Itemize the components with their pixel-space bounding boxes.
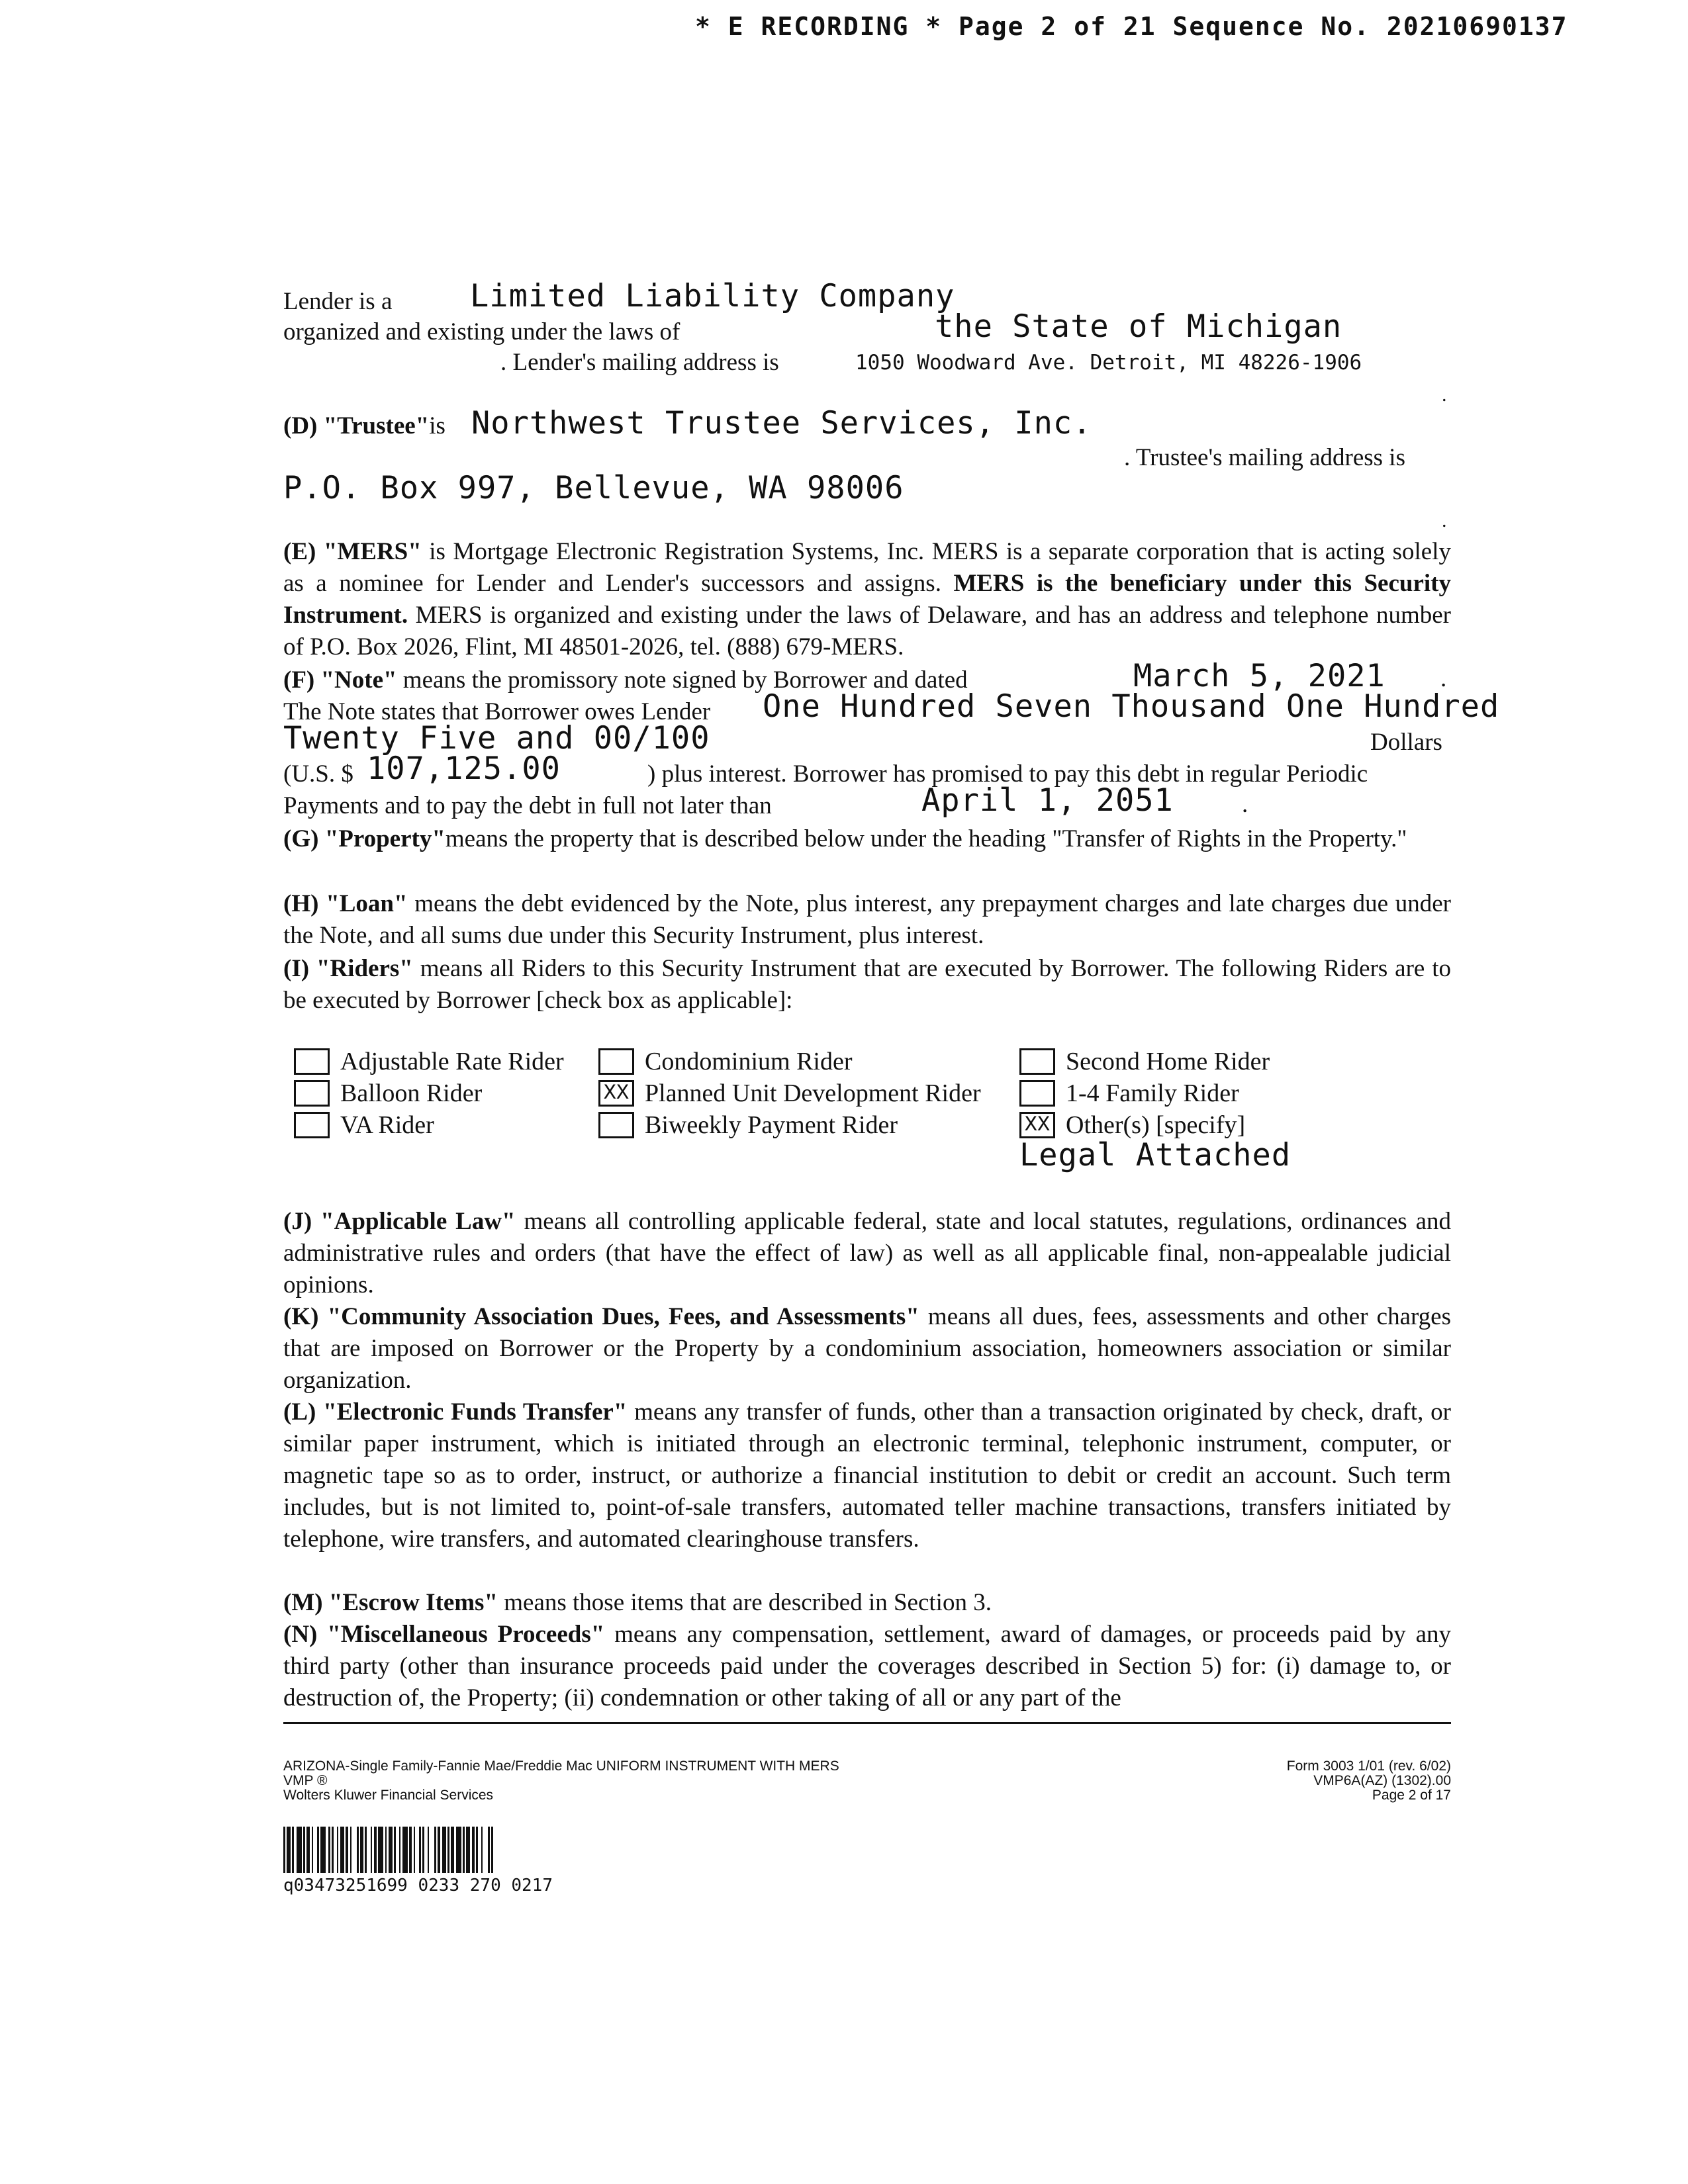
rider-label-biweekly: Biweekly Payment Rider — [645, 1111, 898, 1139]
trustee-name: Northwest Trustee Services, Inc. — [471, 405, 1092, 441]
checkbox-family-rider[interactable] — [1019, 1080, 1055, 1107]
barcode-bar — [419, 1827, 421, 1873]
applicable-law-term: "Applicable Law" — [320, 1208, 516, 1235]
loan-definition — [283, 888, 1451, 952]
barcode — [283, 1827, 747, 1873]
barcode-bar — [328, 1827, 330, 1873]
rider-other-specify: Legal Attached — [1019, 1137, 1291, 1173]
footer-page-number: Page 2 of 17 — [1372, 1788, 1451, 1803]
barcode-bar — [389, 1827, 393, 1873]
loan-id: (H) — [283, 890, 319, 917]
note-id: (F) — [283, 666, 315, 694]
barcode-bar — [434, 1827, 436, 1873]
barcode-bar — [357, 1827, 359, 1873]
barcode-bar — [438, 1827, 440, 1873]
checkbox-balloon-rider[interactable] — [294, 1080, 330, 1107]
barcode-bar — [481, 1827, 483, 1873]
trustee-mailing-label: . Trustee's mailing address is — [1124, 444, 1405, 471]
mers-definition — [283, 536, 1451, 663]
escrow-id: (M) — [283, 1589, 323, 1616]
dot-mark: . — [1442, 384, 1447, 406]
rider-label-va: VA Rider — [340, 1111, 434, 1139]
eft-id: (L) — [283, 1398, 316, 1426]
barcode-bar — [292, 1827, 294, 1873]
barcode-bar — [365, 1827, 367, 1873]
lender-mailing-address: 1050 Woodward Ave. Detroit, MI 48226-1906 — [855, 351, 1362, 375]
footer-vmp-code: VMP6A(AZ) (1302).00 — [1313, 1773, 1451, 1788]
note-text4: Payments and to pay the debt in full not later than — [283, 792, 772, 819]
rider-label-other: Other(s) [specify] — [1066, 1111, 1246, 1139]
lender-type: Limited Liability Company — [470, 278, 955, 314]
footer-publisher: Wolters Kluwer Financial Services — [283, 1788, 494, 1803]
barcode-bar — [394, 1827, 396, 1873]
barcode-text: q03473251699 0233 270 0217 — [283, 1876, 553, 1895]
misc-term: "Miscellaneous Proceeds" — [327, 1621, 605, 1648]
riders-definition — [283, 953, 1451, 1017]
mers-text2: MERS is organized and existing under the laws of Delaware, and has an address and telephone number of P.O. Box 2026, Flint, MI 48501-2026, tel. (888) 679-MERS. — [283, 602, 1451, 660]
barcode-bar — [456, 1827, 461, 1873]
note-us-prefix: (U.S. $ — [283, 760, 353, 788]
misc-text: means any compensation, settlement, award of damages, or proceeds paid by any third party (other than insurance proceeds paid under the coverages described in Section 5) for: (i) damage to, or destruction of, the Property; (ii) condemnation or other taking of all or any part of the — [283, 1621, 1451, 1711]
barcode-bar — [476, 1827, 478, 1873]
barcode-bar — [337, 1827, 338, 1873]
lender-mailing-label: . Lender's mailing address is — [500, 349, 779, 376]
note-dollars: Dollars — [1370, 729, 1442, 756]
misc-id: (N) — [283, 1621, 318, 1648]
checkbox-condominium-rider[interactable] — [598, 1048, 634, 1075]
mers-id: (E) — [283, 538, 316, 565]
escrow-definition — [283, 1587, 1451, 1619]
barcode-bar — [371, 1827, 372, 1873]
barcode-bar — [320, 1827, 326, 1873]
rider-label-second-home: Second Home Rider — [1066, 1048, 1270, 1075]
applicable-law-id: (J) — [283, 1208, 312, 1235]
barcode-bar — [385, 1827, 387, 1873]
community-definition — [283, 1301, 1451, 1396]
barcode-bar — [346, 1827, 348, 1873]
escrow-term: "Escrow Items" — [328, 1589, 498, 1616]
checkbox-adjustable-rate-rider[interactable] — [294, 1048, 330, 1075]
community-text: means all dues, fees, assessments and other charges that are imposed on Borrower or the Property by a condominium association, homeowners association or similar organization. — [283, 1303, 1451, 1394]
eft-definition — [283, 1396, 1451, 1555]
mers-bold: MERS is the beneficiary under this Security Instrument. — [283, 570, 1451, 629]
escrow-text: means those items that are described in Section 3. — [498, 1589, 992, 1616]
barcode-bar — [306, 1827, 310, 1873]
note-amount-words-2: Twenty Five and 00/100 — [283, 720, 710, 756]
riders-id: (I) — [283, 955, 310, 982]
barcode-bar — [312, 1827, 313, 1873]
barcode-bar — [466, 1827, 470, 1873]
footer-form-title: ARIZONA-Single Family-Fannie Mae/Freddie Mac UNIFORM INSTRUMENT WITH MERS — [283, 1758, 839, 1774]
barcode-bar — [374, 1827, 377, 1873]
barcode-bar — [350, 1827, 352, 1873]
note-maturity: April 1, 2051 — [921, 782, 1174, 819]
mers-text1: is Mortgage Electronic Registration Systems, Inc. MERS is a separate corporation that is acting solely as a nominee for Lender and Lender's successors and assigns. — [283, 538, 1452, 597]
note-line-2: The Note states that Borrower owes Lender — [283, 698, 711, 725]
loan-text: means the debt evidenced by the Note, plus interest, any prepayment charges and late charges due under the Note, and all sums due under this Security Instrument, plus interest. — [283, 890, 1451, 949]
note-amount-words-1: One Hundred Seven Thousand One Hundred — [763, 688, 1500, 725]
lender-prefix: Lender is a — [283, 288, 393, 315]
eft-text: means any transfer of funds, other than a transaction originated by check, draft, or similar paper instrument, which is initiated through an electronic terminal, telephonic instrument, computer, or magnetic tape so as to order, instruct, or authorize a financial institution to debit or credit an account. Such term includes, but is not limited to, point-of-sale transfers, automated teller machine transactions, transfers initiated by telephone, wire transfers, and automated clearinghouse transfers. — [283, 1398, 1452, 1553]
property-definition — [283, 823, 1451, 855]
community-term: "Community Association Dues, Fees, and Assessments" — [327, 1303, 919, 1330]
note-term: "Note" — [320, 666, 397, 694]
barcode-bar — [488, 1827, 490, 1873]
lender-state: the State of Michigan — [935, 308, 1342, 345]
barcode-bar — [360, 1827, 363, 1873]
community-id: (K) — [283, 1303, 319, 1330]
barcode-bar — [422, 1827, 424, 1873]
barcode-bar — [378, 1827, 383, 1873]
barcode-bar — [317, 1827, 319, 1873]
note-date: March 5, 2021 — [1133, 658, 1385, 694]
recording-header: * E RECORDING * Page 2 of 21 Sequence No. 20210690137 — [695, 12, 1568, 41]
rider-label-adjustable-rate: Adjustable Rate Rider — [340, 1048, 564, 1075]
checkbox-other-rider[interactable]: XX — [1019, 1112, 1055, 1138]
rider-label-balloon: Balloon Rider — [340, 1079, 483, 1107]
riders-text: means all Riders to this Security Instrument that are executed by Borrower. The following Riders are to be executed by Borrower [check box as applicable]: — [283, 955, 1451, 1014]
trustee-address: P.O. Box 997, Bellevue, WA 98006 — [283, 470, 904, 506]
barcode-bar — [287, 1827, 291, 1873]
barcode-bar — [399, 1827, 400, 1873]
barcode-bar — [303, 1827, 305, 1873]
checkbox-va-rider[interactable] — [294, 1112, 330, 1138]
rider-label-family: 1-4 Family Rider — [1066, 1079, 1239, 1107]
barcode-bar — [340, 1827, 344, 1873]
barcode-bar — [283, 1827, 285, 1873]
property-text: means the property that is described below under the heading "Transfer of Rights in the Property." — [445, 825, 1407, 852]
applicable-law-definition — [283, 1206, 1451, 1301]
lender-organized-label: organized and existing under the laws of — [283, 318, 680, 345]
trustee-is: is — [429, 412, 445, 439]
loan-term: "Loan" — [326, 890, 408, 917]
barcode-bar — [447, 1827, 449, 1873]
dot-mark: . — [1242, 791, 1248, 818]
property-term: "Property" — [324, 825, 445, 852]
barcode-bar — [414, 1827, 415, 1873]
note-amount: 107,125.00 — [367, 751, 561, 787]
riders-term: "Riders" — [316, 955, 413, 982]
eft-term: "Electronic Funds Transfer" — [323, 1398, 628, 1426]
barcode-bar — [451, 1827, 454, 1873]
dot-mark: . — [1440, 665, 1447, 692]
barcode-bar — [442, 1827, 446, 1873]
note-text1: means the promissory note signed by Borrower and dated — [402, 666, 968, 694]
property-id: (G) — [283, 825, 319, 852]
barcode-bar — [332, 1827, 334, 1873]
footer-rule — [283, 1722, 1451, 1724]
barcode-bar — [409, 1827, 412, 1873]
barcode-bar — [472, 1827, 475, 1873]
barcode-bar — [428, 1827, 429, 1873]
checkbox-pud-rider[interactable]: XX — [598, 1080, 634, 1107]
misc-definition — [283, 1619, 1451, 1714]
barcode-bar — [297, 1827, 302, 1873]
footer-form-number: Form 3003 1/01 (rev. 6/02) — [1286, 1758, 1451, 1774]
barcode-bar — [463, 1827, 465, 1873]
trustee-term: "Trustee" — [323, 412, 430, 439]
applicable-law-text: means all controlling applicable federal, state and local statutes, regulations, ordinances and administrative rules and orders (that have the effect of law) as well as all applicable final, non-appealable judicial opinions. — [283, 1208, 1451, 1298]
dot-mark: . — [1442, 510, 1447, 531]
mers-term: "MERS" — [323, 538, 422, 565]
note-text3: ) plus interest. Borrower has promised to pay this debt in regular Periodic — [647, 760, 1368, 788]
barcode-bars — [283, 1827, 747, 1873]
checkbox-second-home-rider[interactable] — [1019, 1048, 1055, 1075]
rider-label-pud: Planned Unit Development Rider — [645, 1079, 981, 1107]
trustee-label — [283, 410, 445, 442]
barcode-bar — [491, 1827, 493, 1873]
trustee-id: (D) — [283, 412, 318, 439]
footer-vmp: VMP ® — [283, 1773, 328, 1788]
barcode-bar — [402, 1827, 408, 1873]
checkbox-biweekly-rider[interactable] — [598, 1112, 634, 1138]
rider-label-condominium: Condominium Rider — [645, 1048, 853, 1075]
